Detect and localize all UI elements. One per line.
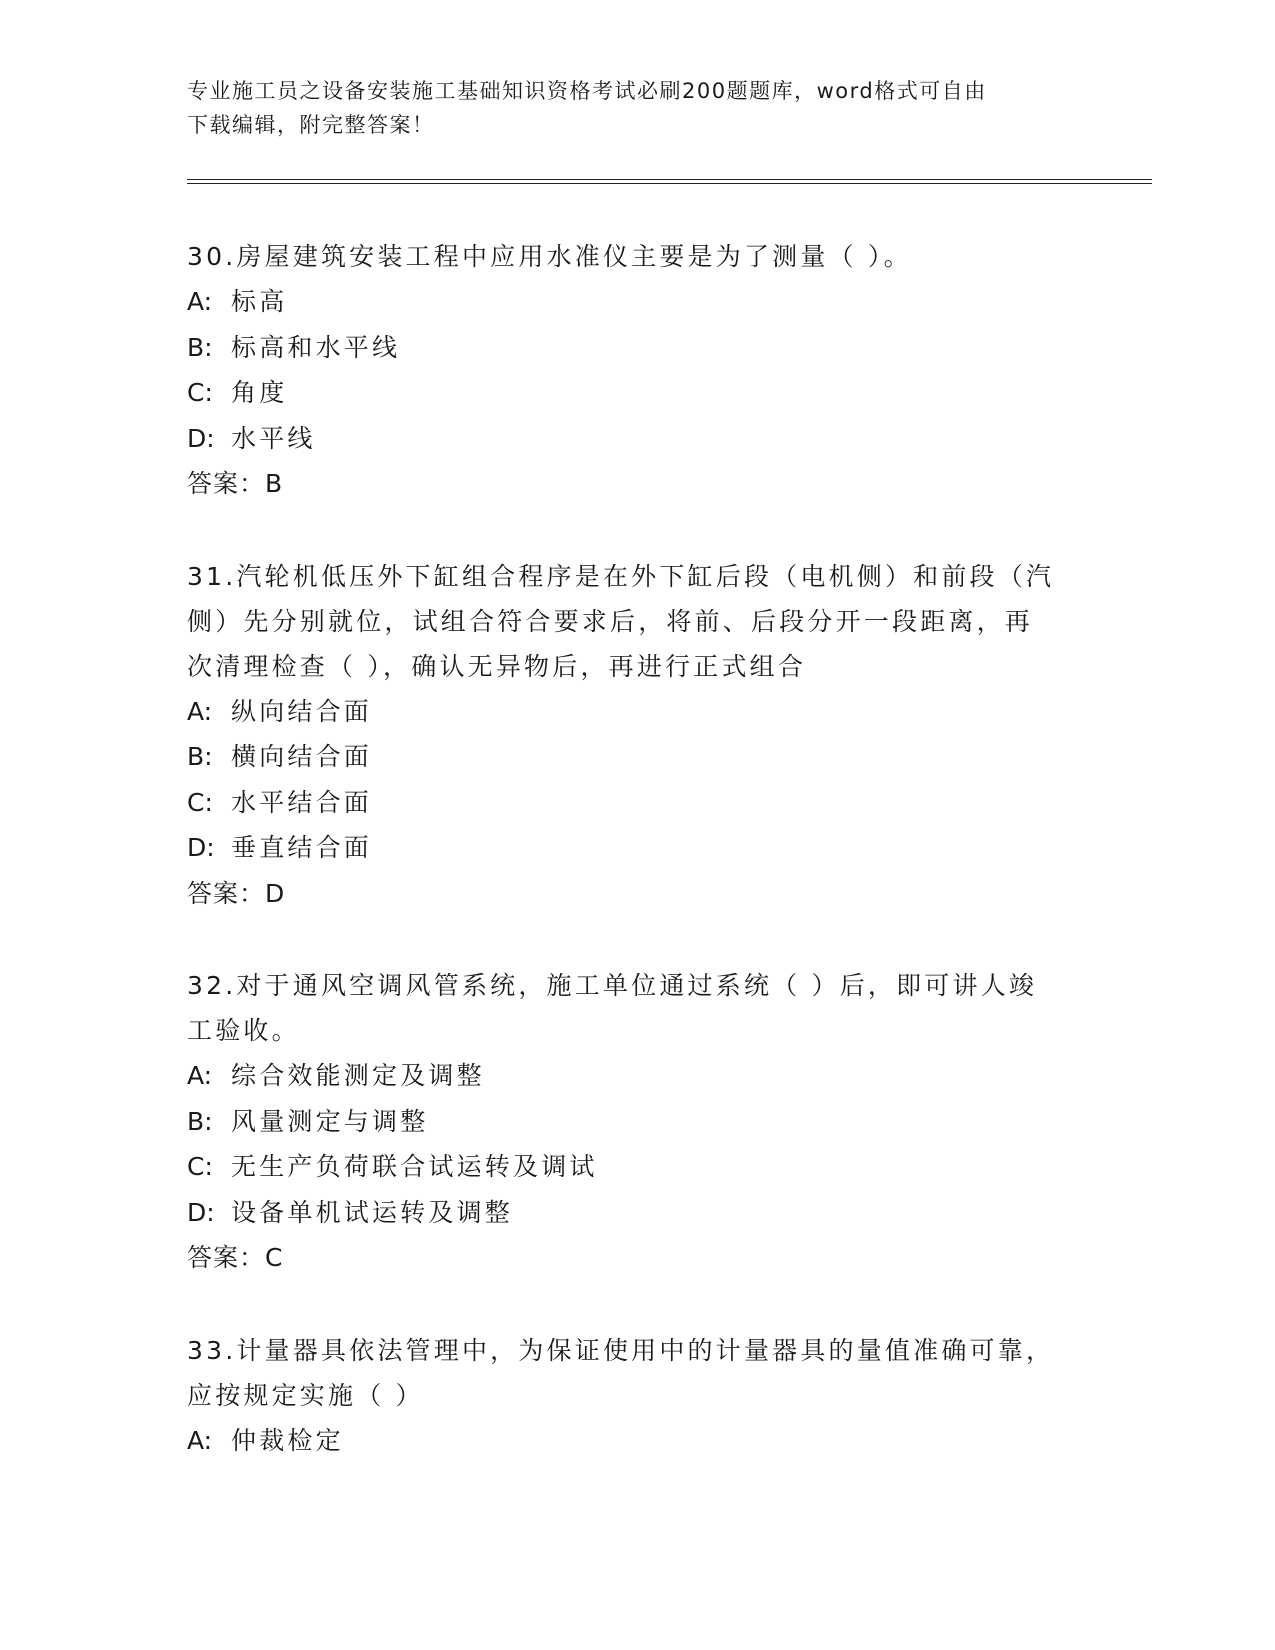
- option-b: [187, 325, 1087, 371]
- question-32: [187, 963, 1087, 1281]
- option-letter: A:: [187, 287, 213, 316]
- option-letter: B:: [187, 332, 213, 362]
- question-stem: 侧）先分别就位，试组合符合要求后，将前、后段分开一段距离，再: [187, 606, 1034, 636]
- option-a: [187, 1053, 1087, 1099]
- option-d: [187, 416, 1087, 462]
- document-header: [187, 74, 1067, 142]
- option-text: 标高和水平线: [231, 332, 401, 362]
- header-divider-top: [187, 179, 1152, 180]
- question-stem: 工验收。: [187, 1016, 300, 1045]
- option-a: [187, 279, 1087, 325]
- question-list: [187, 234, 1087, 1510]
- question-30: [187, 234, 1087, 507]
- option-c: [187, 370, 1087, 416]
- option-letter: B:: [187, 1106, 213, 1136]
- header-line: 专业施工员之设备安装施工基础知识资格考试必刷200题题库，word格式可自由: [187, 79, 987, 103]
- option-letter: D:: [187, 423, 215, 453]
- option-a: [187, 689, 1087, 735]
- option-b: [187, 734, 1087, 780]
- option-text: 水平结合面: [231, 787, 373, 817]
- option-text: 综合效能测定及调整: [231, 1061, 485, 1090]
- option-c: [187, 780, 1087, 826]
- answer-line: 答案：D: [187, 878, 286, 908]
- answer-line: 答案：B: [187, 469, 284, 498]
- question-stem: 30.房屋建筑安装工程中应用水准仪主要是为了测量（ ）。: [187, 242, 912, 271]
- header-line: 下载编辑，附完整答案！: [187, 113, 435, 137]
- option-letter: C:: [187, 378, 213, 407]
- option-letter: D:: [187, 833, 215, 862]
- answer-line: 答案：C: [187, 1243, 284, 1272]
- option-b: [187, 1099, 1087, 1145]
- option-c: [187, 1144, 1087, 1190]
- question-stem: 32.对于通风空调风管系统，施工单位通过系统（ ）后，即可讲人竣: [187, 971, 1038, 1000]
- option-text: 水平线: [231, 423, 316, 453]
- question-stem: 31.汽轮机低压外下缸组合程序是在外下缸后段（电机侧）和前段（汽: [187, 561, 1055, 591]
- option-text: 无生产负荷联合试运转及调试: [231, 1152, 598, 1181]
- header-divider-bottom: [187, 183, 1152, 184]
- option-text: 纵向结合面: [231, 696, 373, 726]
- option-d: [187, 825, 1087, 871]
- option-text: 仲裁检定: [231, 1425, 344, 1455]
- option-letter: A:: [187, 1061, 213, 1090]
- option-text: 垂直结合面: [231, 833, 373, 862]
- option-d: [187, 1190, 1087, 1236]
- option-text: 风量测定与调整: [231, 1106, 429, 1136]
- option-letter: A:: [187, 696, 213, 726]
- question-stem: 应按规定实施（ ）: [187, 1380, 424, 1410]
- option-letter: A:: [187, 1425, 213, 1455]
- question-stem: 33.计量器具依法管理中，为保证使用中的计量器具的量值准确可靠，: [187, 1335, 1055, 1365]
- option-letter: B:: [187, 742, 213, 771]
- option-letter: C:: [187, 787, 213, 817]
- option-letter: D:: [187, 1197, 215, 1227]
- question-33: [187, 1328, 1087, 1464]
- option-text: 标高: [231, 287, 288, 316]
- option-letter: C:: [187, 1152, 213, 1181]
- option-text: 横向结合面: [231, 742, 373, 771]
- option-text: 设备单机试运转及调整: [231, 1197, 514, 1227]
- question-stem: 次清理检查（ ），确认无异物后，再进行正式组合: [187, 651, 807, 681]
- option-a: [187, 1418, 1087, 1464]
- question-31: [187, 554, 1087, 917]
- option-text: 角度: [231, 378, 288, 407]
